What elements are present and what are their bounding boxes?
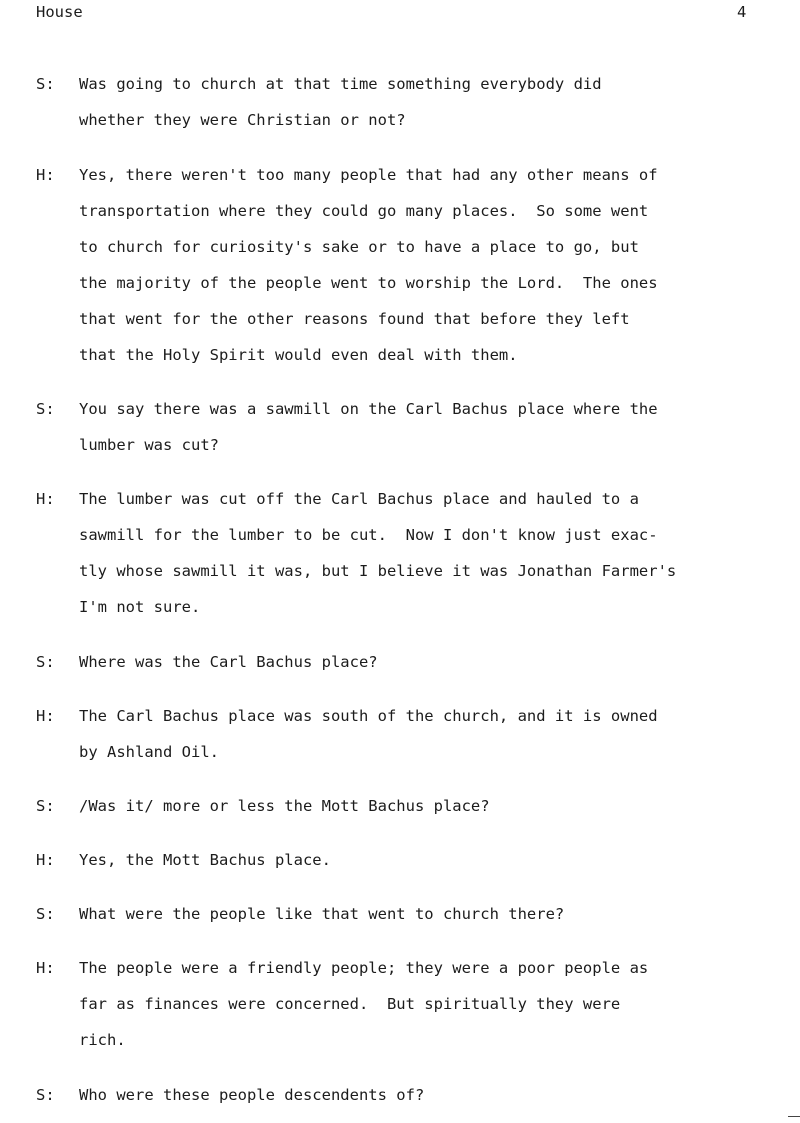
speaker-label: S:: [36, 75, 55, 93]
text-line: that the Holy Spirit would even deal with them.: [79, 346, 518, 364]
speaker-label: S:: [36, 797, 55, 815]
speaker-label: S:: [36, 400, 55, 418]
entry-text: [79, 1077, 779, 1113]
entry-text: [79, 698, 779, 770]
text-line: The Carl Bachus place was south of the church, and it is owned: [79, 707, 658, 725]
entry-text: [79, 842, 779, 878]
entry-text: [79, 481, 779, 625]
text-line: tly whose sawmill it was, but I believe it was Jonathan Farmer's: [79, 562, 677, 580]
speaker-label: H:: [36, 490, 55, 508]
header-name: House: [36, 3, 83, 21]
entry-text: [79, 644, 779, 680]
entry-text: [79, 896, 779, 932]
text-line: whether they were Christian or not?: [79, 111, 406, 129]
text-line: I'm not sure.: [79, 598, 201, 616]
text-line: What were the people like that went to church there?: [79, 905, 565, 923]
text-line: The lumber was cut off the Carl Bachus place and hauled to a: [79, 490, 639, 508]
text-line: rich.: [79, 1031, 126, 1049]
text-line: far as finances were concerned. But spiritually they were: [79, 995, 621, 1013]
entry-text: [79, 950, 779, 1058]
text-line: lumber was cut?: [79, 436, 219, 454]
text-line: sawmill for the lumber to be cut. Now I don't know just exac-: [79, 526, 658, 544]
speaker-label: S:: [36, 905, 55, 923]
margin-mark: [788, 1116, 800, 1117]
text-line: the majority of the people went to worship the Lord. The ones: [79, 274, 658, 292]
text-line: Was going to church at that time something everybody did: [79, 75, 602, 93]
text-line: You say there was a sawmill on the Carl Bachus place where the: [79, 400, 658, 418]
page-number: 4: [737, 3, 747, 21]
text-line: by Ashland Oil.: [79, 743, 219, 761]
speaker-label: H:: [36, 707, 55, 725]
text-line: Yes, there weren't too many people that had any other means of: [79, 166, 658, 184]
text-line: to church for curiosity's sake or to have a place to go, but: [79, 238, 639, 256]
text-line: that went for the other reasons found that before they left: [79, 310, 630, 328]
text-line: transportation where they could go many places. So some went: [79, 202, 649, 220]
entry-text: [79, 788, 779, 824]
speaker-label: S:: [36, 653, 55, 671]
text-line: The people were a friendly people; they were a poor people as: [79, 959, 649, 977]
text-line: /Was it/ more or less the Mott Bachus place?: [79, 797, 490, 815]
speaker-label: H:: [36, 851, 55, 869]
entry-text: [79, 391, 779, 463]
text-line: Yes, the Mott Bachus place.: [79, 851, 331, 869]
text-line: Where was the Carl Bachus place?: [79, 653, 378, 671]
text-line: Who were these people descendents of?: [79, 1086, 425, 1104]
entry-text: [79, 66, 779, 138]
speaker-label: H:: [36, 959, 55, 977]
speaker-label: H:: [36, 166, 55, 184]
entry-text: [79, 157, 779, 373]
speaker-label: S:: [36, 1086, 55, 1104]
